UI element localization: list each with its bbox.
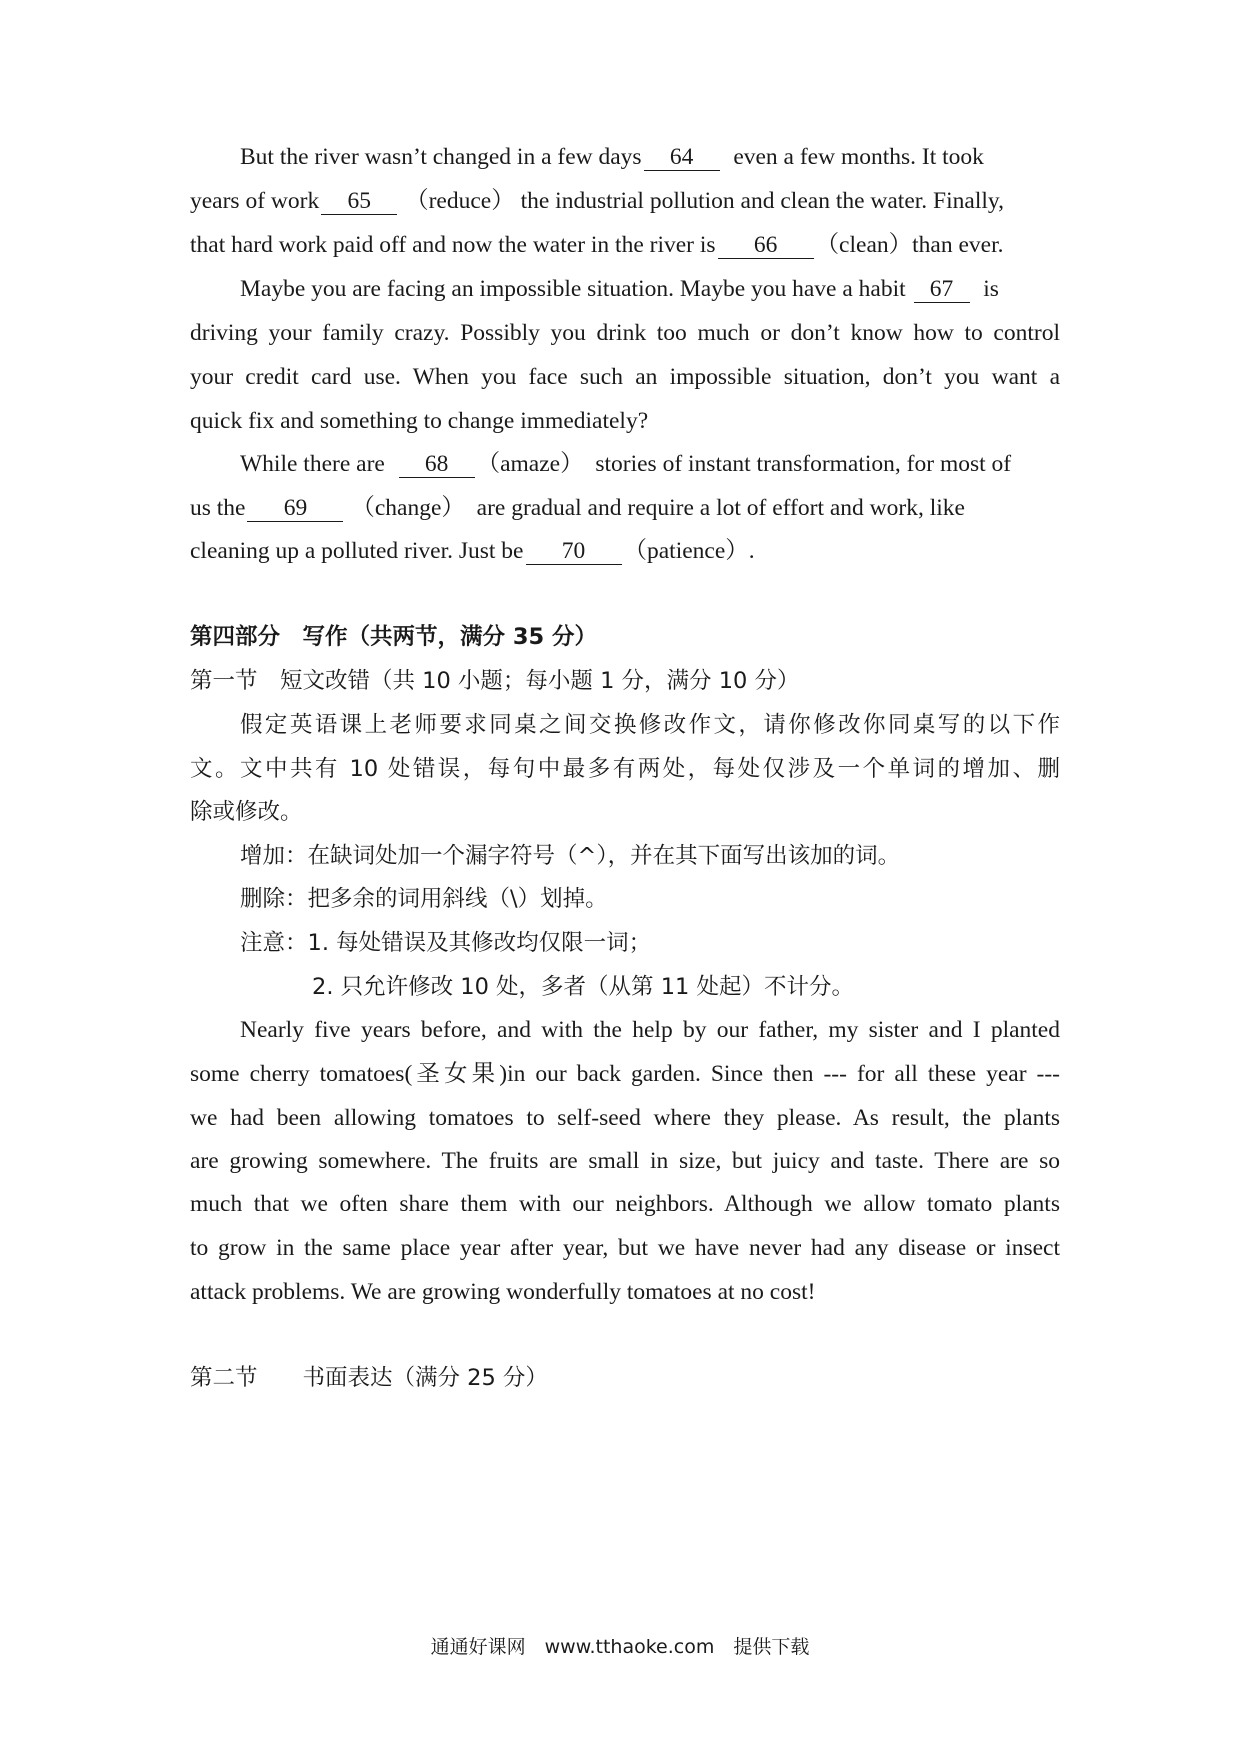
essay-line-4: are growing somewhere. The fruits are small in size, but juicy and taste. There are so	[190, 1148, 1060, 1174]
text: Maybe you are facing an impossible situation. Maybe you have a habit	[240, 276, 906, 302]
note-2: 2. 只允许修改 10 处，多者（从第 11 处起）不计分。	[312, 974, 854, 1000]
instruction-line-3: 除或修改。	[190, 799, 303, 825]
passage-line-8	[240, 449, 1060, 479]
hint-word: （amaze）	[476, 451, 584, 477]
passage-line-2	[190, 186, 1060, 216]
delete-rule: 删除：把多余的词用斜线（\）划掉。	[240, 886, 608, 912]
passage-line-6: your credit card use. When you face such an impossible situation, don’t you want a	[190, 364, 1060, 390]
text: years of work	[190, 188, 320, 214]
text: But the river wasn’t changed in a few days	[240, 144, 642, 170]
essay-line-5: much that we often share them with our neighbors. Although we allow tomato plants	[190, 1191, 1060, 1217]
section-4-title: 第四部分 写作（共两节，满分 35 分）	[190, 624, 597, 650]
blank-66[interactable]: 66	[718, 232, 814, 259]
instruction-line-1: 假定英语课上老师要求同桌之间交换修改作文，请你修改你同桌写的以下作	[240, 712, 1060, 738]
blank-64[interactable]: 64	[644, 144, 720, 171]
blank-67[interactable]: 67	[914, 276, 970, 303]
section-1-title: 第一节 短文改错（共 10 小题；每小题 1 分，满分 10 分）	[190, 668, 800, 694]
blank-70[interactable]: 70	[526, 538, 622, 565]
passage-line-4	[240, 274, 1060, 304]
passage-line-3	[190, 230, 1060, 260]
text: cleaning up a polluted river. Just be	[190, 538, 524, 564]
passage-line-9	[190, 493, 1060, 523]
text: While there are	[240, 451, 385, 477]
text: even a few months. It took	[733, 144, 984, 170]
text: stories of instant transformation, for most of	[595, 451, 1012, 477]
essay-line-7: attack problems. We are growing wonderfully tomatoes at no cost!	[190, 1279, 816, 1305]
blank-65[interactable]: 65	[321, 188, 397, 215]
add-rule: 增加：在缺词处加一个漏字符号（^），并在其下面写出该加的词。	[240, 843, 901, 869]
essay-line-2: some cherry tomatoes(圣女果)in our back garden. Since then --- for all these year ---	[190, 1061, 1060, 1087]
text: is	[983, 276, 999, 302]
hint-word: （reduce）	[405, 188, 515, 214]
passage-line-10	[190, 536, 1060, 566]
passage-line-1	[240, 142, 1060, 172]
hint-word: （patience）.	[623, 538, 755, 564]
blank-68[interactable]: 68	[399, 451, 475, 478]
section-2-title: 第二节 书面表达（满分 25 分）	[190, 1365, 548, 1391]
blank-69[interactable]: 69	[247, 495, 343, 522]
text: are gradual and require a lot of effort and work, like	[476, 495, 965, 521]
passage-line-7: quick fix and something to change immediately?	[190, 408, 649, 434]
text: us the	[190, 495, 246, 521]
essay-line-6: to grow in the same place year after year, but we have never had any disease or insect	[190, 1235, 1060, 1261]
passage-line-5: driving your family crazy. Possibly you drink too much or don’t know how to control	[190, 320, 1060, 346]
essay-line-1: Nearly five years before, and with the help by our father, my sister and I planted	[240, 1017, 1060, 1043]
text: the industrial pollution and clean the water. Finally,	[520, 188, 1004, 214]
hint-word: （change）	[351, 495, 465, 521]
text: that hard work paid off and now the water in the river is	[190, 232, 716, 258]
footer-credit: 通通好课网 www.tthaoke.com 提供下载	[430, 1636, 810, 1658]
instruction-line-2: 文。文中共有 10 处错误，每句中最多有两处，每处仅涉及一个单词的增加、删	[190, 756, 1060, 782]
note-1: 注意：1. 每处错误及其修改均仅限一词；	[240, 930, 652, 956]
hint-word: （clean）than ever.	[815, 232, 1004, 258]
essay-line-3: we had been allowing tomatoes to self-seed where they please. As result, the plants	[190, 1105, 1060, 1131]
